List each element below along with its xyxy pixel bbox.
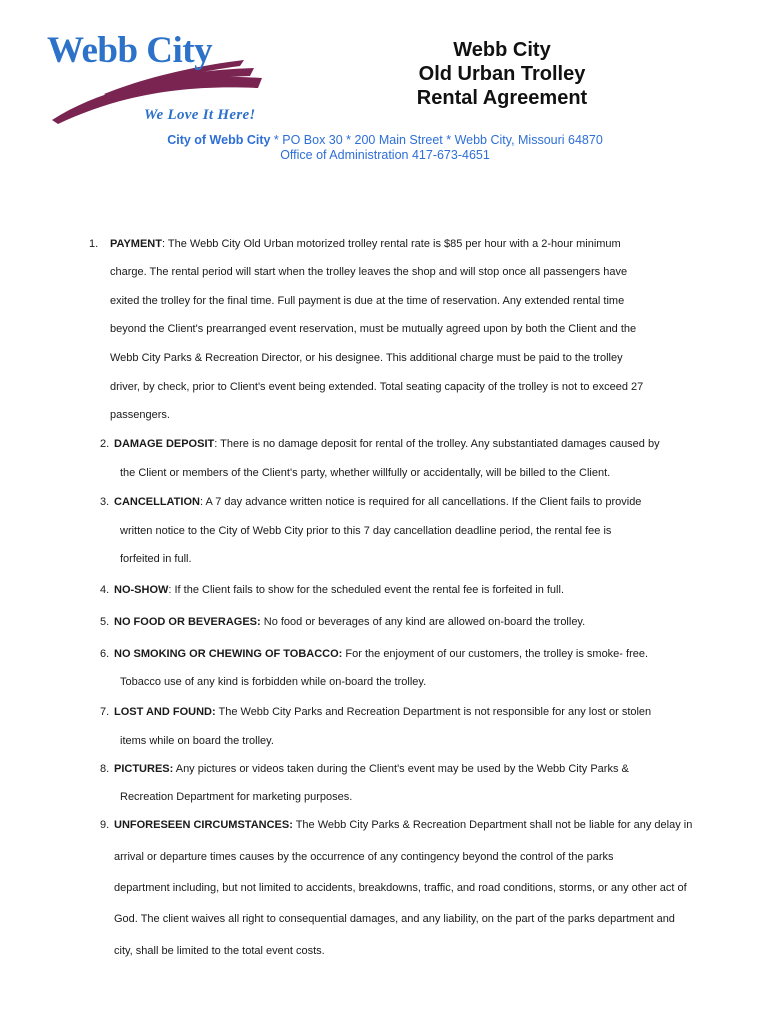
item-text: written notice to the City of Webb City prior to this 7 day cancellation deadline period, the rental fee is [120,525,612,537]
street-address: * PO Box 30 * 200 Main Street * Webb City, Missouri 64870 [270,133,603,147]
item-text: The Webb City Parks and Recreation Department is not responsible for any lost or stolen [215,706,652,718]
title-line-3: Rental Agreement [416,87,588,109]
item-text: beyond the Client's prearranged event reservation, must be mutually agreed upon by both the Client and the [110,323,637,335]
item-number: 7. [100,706,110,718]
title-line-2: Old Urban Trolley [418,63,586,85]
logo-title: Webb City [47,30,213,71]
address-line [0,133,770,148]
item-number: 1. [89,238,99,250]
item-first-line [114,648,648,660]
item-label: NO-SHOW [114,584,169,596]
logo-tagline: We Love It Here! [144,107,256,123]
item-text: department including, but not limited to accidents, breakdowns, traffic, and road conditions, storms, or any other act of [114,882,687,894]
item-text: Webb City Parks & Recreation Director, or his designee. This additional charge must be paid to the trolley [110,352,623,364]
item-number: 4. [100,584,110,596]
item-text: Any pictures or videos taken during the Client's event may be used by the Webb City Parks & [173,763,629,775]
organization-name: City of Webb City [167,133,271,147]
webb-city-logo [44,32,274,128]
item-text: : The Webb City Old Urban motorized trolley rental rate is $85 per hour with a 2-hour minimum [161,238,621,250]
document-title [382,38,622,110]
item-text: items while on board the trolley. [120,735,274,747]
item-label: UNFORESEEN CIRCUMSTANCES: [114,819,293,831]
item-text: God. The client waives all right to consequential damages, and any liability, on the part of the parks department and [114,913,675,925]
office-line: Office of Administration 417-673-4651 [280,148,490,162]
item-label: PICTURES: [114,763,174,775]
item-text: For the enjoyment of our customers, the trolley is smoke- free. [342,648,649,660]
item-text: city, shall be limited to the total event costs. [114,945,325,957]
item-text: Recreation Department for marketing purposes. [120,791,353,803]
item-text: passengers. [110,409,170,421]
item-number: 6. [100,648,110,660]
item-label: DAMAGE DEPOSIT [114,438,215,450]
item-text: arrival or departure times causes by the occurrence of any contingency beyond the control of the parks [114,851,614,863]
item-text: the Client or members of the Client's party, whether willfully or accidentally, will be billed to the Client. [120,467,611,479]
item-label: LOST AND FOUND: [114,706,216,718]
item-first-line [114,616,585,628]
item-first-line [114,584,564,596]
address-block [0,133,770,163]
item-text: : There is no damage deposit for rental of the trolley. Any substantiated damages caused by [214,438,660,450]
item-label: NO FOOD OR BEVERAGES: [114,616,261,628]
item-label: NO SMOKING OR CHEWING OF TOBACCO: [114,648,343,660]
item-label: PAYMENT [110,238,162,250]
item-text: exited the trolley for the final time. Full payment is due at the time of reservation. Any extended rental time [110,295,625,307]
item-number: 2. [100,438,110,450]
item-text: charge. The rental period will start when the trolley leaves the shop and will stop once all passengers have [110,266,628,278]
item-text: The Webb City Parks & Recreation Department shall not be liable for any delay in [292,819,693,831]
item-number: 8. [100,763,110,775]
item-text: : If the Client fails to show for the scheduled event the rental fee is forfeited in full. [168,584,564,596]
item-first-line [114,438,660,450]
item-text: forfeited in full. [120,553,192,565]
item-first-line [114,763,629,775]
item-text: Tobacco use of any kind is forbidden while on-board the trolley. [120,676,427,688]
item-first-line [114,496,641,508]
item-first-line [114,819,692,831]
item-number: 3. [100,496,110,508]
item-first-line [110,238,621,250]
item-text: driver, by check, prior to Client's event being extended. Total seating capacity of the trolley is not to exceed 27 [110,381,644,393]
item-first-line [114,706,651,718]
item-number: 9. [100,819,110,831]
item-label: CANCELLATION [114,496,200,508]
title-line-1: Webb City [453,39,551,61]
item-text: No food or beverages of any kind are allowed on-board the trolley. [260,616,586,628]
item-number: 5. [100,616,110,628]
item-text: : A 7 day advance written notice is required for all cancellations. If the Client fails to provide [199,496,642,508]
